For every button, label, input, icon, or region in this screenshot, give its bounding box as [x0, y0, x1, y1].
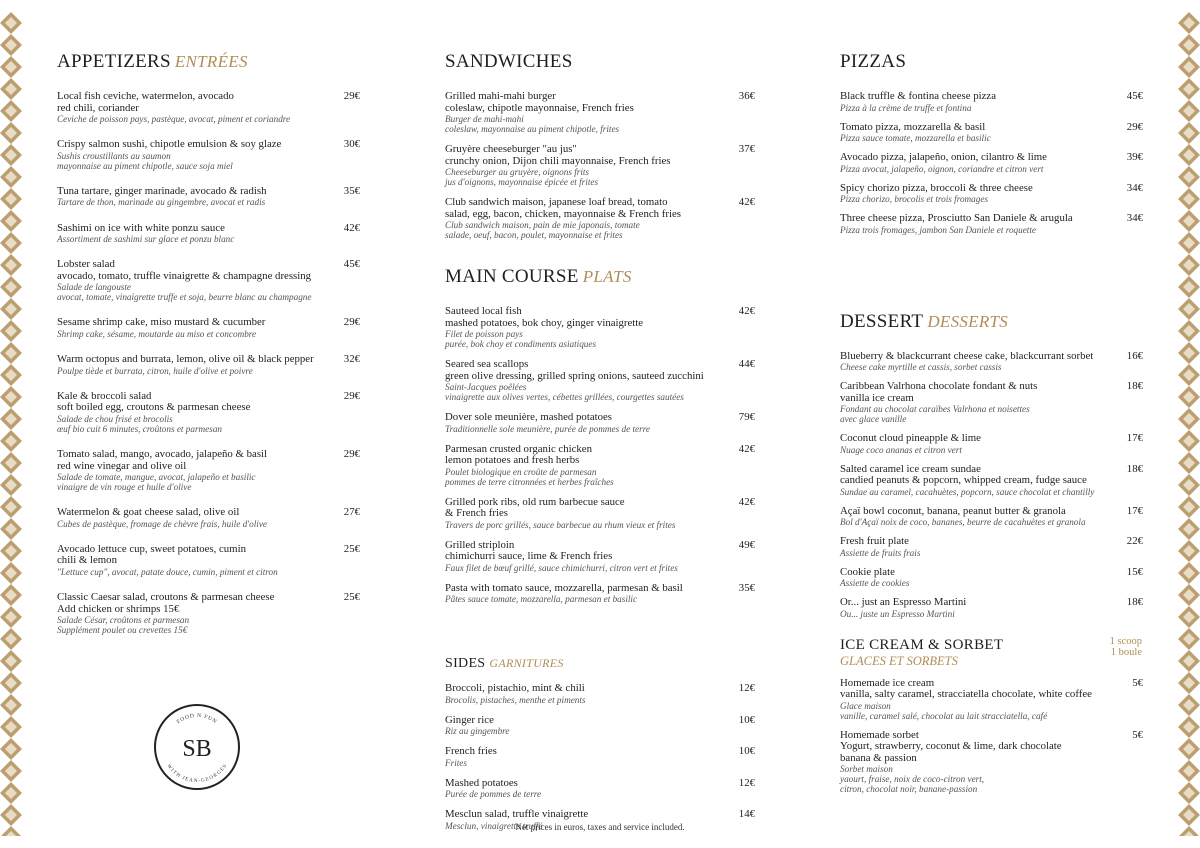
menu-item-price: 15€ [1126, 565, 1143, 578]
dessert-list [840, 351, 1143, 619]
menu-item-french: Salade de chou frisé et brocolis œuf bio cuit 6 minutes, croûtons et parmesan [57, 413, 223, 434]
menu-item-french: Bol d'Açaï noix de coco, bananes, beurre de cacahuètes et granola [840, 517, 1086, 527]
sides-list [445, 683, 755, 831]
menu-item [57, 259, 360, 302]
menu-item-description [57, 592, 330, 635]
menu-item-price: 29€ [1126, 120, 1143, 133]
menu-item-name: Watermelon & goat cheese salad, olive oil [57, 506, 240, 519]
menu-item-description [57, 507, 330, 529]
menu-item-french: Mesclun, vinaigrette truffé [445, 820, 543, 831]
menu-item-description [840, 678, 1113, 721]
menu-item [445, 306, 755, 349]
menu-item-french: Cubes de pastèque, fromage de chèvre frais, huile d'olive [57, 518, 267, 529]
menu-item-price: 39€ [1126, 151, 1143, 163]
menu-item-name: Sesame shrimp cake, miso mustard & cucumber [57, 316, 266, 329]
menu-item-description [840, 91, 1113, 113]
dessert-title: DESSERT DESSERTS [840, 310, 1009, 332]
menu-item [57, 91, 360, 124]
menu-item-french: Assiette de cookies [840, 578, 910, 588]
menu-item [445, 412, 755, 434]
menu-item [840, 351, 1143, 373]
menu-item-price: 10€ [738, 713, 755, 726]
ice-cream-list [840, 678, 1143, 795]
appetizers-title: APPETIZERS ENTRÉES [57, 51, 248, 72]
menu-item-description [445, 144, 725, 187]
menu-item-name: Parmesan crusted organic chicken lemon potatoes and fresh herbs [445, 442, 593, 466]
menu-item-french: Poulet biologique en croûte de parmesan pommes de terre citronnées et herbes fraîches [445, 466, 614, 487]
menu-item-price: 36€ [738, 90, 755, 102]
menu-item-french: Travers de porc grillés, sauce barbecue au rhum vieux et frites [445, 519, 676, 530]
menu-item [840, 122, 1143, 144]
menu-item-price: 12€ [738, 776, 755, 789]
menu-item-description [445, 91, 725, 134]
menu-item-description [445, 197, 725, 240]
menu-item-description [840, 536, 1113, 558]
menu-item-french: Assortiment de sashimi sur glace et ponzu blanc [57, 234, 235, 245]
menu-item-name: Pasta with tomato sauce, mozzarella, parmesan & basil [445, 581, 683, 594]
menu-item-french: Purée de pommes de terre [445, 789, 542, 799]
menu-item [57, 139, 360, 171]
menu-item-description [840, 381, 1113, 424]
ice-cream-title-fr: GLACES ET SORBETS [840, 653, 958, 668]
menu-item-french: Riz au gingembre [445, 726, 510, 736]
sides-title-fr: GARNITURES [489, 656, 564, 670]
menu-item-french: Cheeseburger au gruyère, oignons frits jus d'oignons, mayonnaise épicée et frites [445, 167, 599, 187]
menu-item [840, 91, 1143, 113]
menu-item-description [57, 259, 330, 302]
menu-item-description [840, 597, 1113, 619]
menu-item-description [840, 183, 1113, 205]
menu-item-name: Blueberry & blackcurrant cheese cake, blackcurrant sorbet [840, 349, 1094, 362]
main-course-title-fr: PLATS [582, 267, 632, 286]
menu-item-name: Black truffle & fontina cheese pizza [840, 90, 996, 102]
menu-item [840, 464, 1143, 497]
dessert-title-fr: DESSERTS [927, 311, 1009, 331]
menu-item-name: Avocado pizza, jalapeño, onion, cilantro & lime [840, 151, 1047, 163]
menu-item-description [445, 715, 725, 737]
logo-bottom-text: WITH JEAN-GEORGES [165, 763, 229, 785]
menu-item [840, 730, 1143, 795]
menu-item-name: Tomato salad, mango, avocado, jalapeño & basil red wine vinegar and olive oil [57, 448, 268, 472]
menu-item-name: Grilled pork ribs, old rum barbecue sauce & French fries [445, 495, 625, 519]
menu-item-price: 12€ [738, 682, 755, 694]
menu-item-name: Cookie plate [840, 565, 895, 578]
menu-item-price: 17€ [1126, 504, 1143, 517]
menu-item-description [840, 213, 1113, 235]
menu-item-price: 34€ [1126, 212, 1143, 224]
appetizers-column [57, 50, 360, 650]
menu-item-french: Ceviche de poisson pays, pastèque, avocat, piment et coriandre [57, 114, 291, 124]
menu-item-price: 42€ [738, 442, 755, 455]
menu-item-french: Salade de tomate, mangue, avocat, jalapeño et basilic vinaigre de vin rouge et huile d'olive [57, 472, 256, 492]
menu-item-price: 35€ [343, 184, 360, 197]
menu-item-name: Spicy chorizo pizza, broccoli & three cheese [840, 181, 1033, 194]
menu-item [57, 391, 360, 434]
menu-item-description [840, 351, 1113, 373]
menu-item-description [445, 683, 725, 705]
menu-item [840, 433, 1143, 455]
menu-item-name: Grilled mahi-mahi burger coleslaw, chipotle mayonnaise, French fries [445, 90, 634, 114]
menu-item-description [57, 354, 330, 376]
menu-item-name: Local fish ceviche, watermelon, avocado red chili, coriander [57, 90, 234, 114]
menu-item-description [57, 223, 330, 245]
middle-column [445, 50, 755, 841]
menu-item-name: Salted caramel ice cream sundae candied peanuts & popcorn, whipped cream, fudge sauce [840, 462, 1087, 486]
menu-item-name: Sashimi on ice with white ponzu sauce [57, 221, 225, 234]
sb-logo [153, 703, 241, 791]
menu-item-name: Açaï bowl coconut, banana, peanut butter & granola [840, 504, 1066, 517]
menu-item-price: 17€ [1126, 432, 1143, 444]
menu-item-price: 79€ [738, 411, 755, 423]
menu-item-price: 18€ [1126, 462, 1143, 475]
menu-item [445, 91, 755, 134]
menu-item-name: Homemade ice cream vanilla, salty caramel, stracciatella chocolate, white coffee [840, 676, 1092, 700]
menu-item [57, 186, 360, 208]
menu-item-price: 42€ [343, 221, 360, 234]
menu-item-french: Sundae au caramel, cacahuètes, popcorn, sauce chocolat et chantilly [840, 486, 1095, 497]
menu-item-french: Pizza avocat, jalapeño, oignon, coriandre et citron vert [840, 163, 1044, 174]
main-course-list [445, 306, 755, 604]
menu-item-price: 5€ [1132, 676, 1143, 689]
sandwiches-list [445, 91, 755, 240]
left-pattern-border [0, 12, 22, 836]
menu-item-french: Sorbet maison yaourt, fraise, noix de coco-citron vert, citron, chocolat noir, banane-passion [840, 764, 985, 794]
menu-item-price: 42€ [738, 305, 755, 317]
menu-item [445, 444, 755, 487]
menu-item-name: Warm octopus and burrata, lemon, olive oil & black pepper [57, 353, 314, 366]
menu-item-price: 45€ [1126, 90, 1143, 102]
menu-item-name: Coconut cloud pineapple & lime [840, 432, 981, 444]
menu-item-french: Cheese cake myrtille et cassis, sorbet cassis [840, 362, 1002, 372]
menu-item-french: Pizza sauce tomate, mozzarella et basilic [840, 133, 991, 143]
menu-item-french: Fondant au chocolat caraïbes Valrhona et noisettes avec glace vanille [840, 404, 1030, 424]
menu-item [57, 223, 360, 245]
menu-item [57, 449, 360, 492]
menu-item-price: 37€ [738, 143, 755, 155]
menu-item [840, 152, 1143, 174]
ice-cream-section [840, 636, 1143, 795]
menu-item-price: 18€ [1126, 380, 1143, 392]
menu-item-name: Kale & broccoli salad soft boiled egg, croutons & parmesan cheese [57, 389, 251, 414]
menu-item-french: Salade de langouste avocat, tomate, vinaigrette truffe et soja, beurre blanc au champagne [57, 282, 312, 303]
menu-item [57, 354, 360, 376]
menu-item [445, 715, 755, 737]
menu-item [445, 497, 755, 530]
menu-item-description [57, 186, 330, 208]
menu-item-name: Seared sea scallops green olive dressing, grilled spring onions, sauteed zucchini [445, 358, 704, 382]
pizzas-list [840, 91, 1143, 235]
menu-item-description [840, 506, 1113, 528]
menu-item [445, 683, 755, 705]
menu-item-french: Ou... juste un Espresso Martini [840, 608, 955, 619]
scoop-label: 1 scoop 1 boule [1109, 635, 1142, 658]
menu-item-description [840, 567, 1113, 589]
menu-item-price: 44€ [738, 358, 755, 370]
menu-item [445, 197, 755, 240]
menu-item-french: Pizza chorizo, brocolis et trois fromages [840, 194, 989, 204]
menu-item-description [445, 583, 725, 605]
menu-item-french: Sushis croustillants au saumon mayonnaise au piment chipotle, sauce soja miel [57, 150, 233, 171]
menu-item-name: Crispy salmon sushi, chipotle emulsion & soy glaze [57, 138, 282, 151]
menu-item-french: Brocolis, pistaches, menthe et piments [445, 694, 586, 705]
menu-item-french: Frites [445, 757, 467, 768]
menu-item-description [840, 122, 1113, 144]
menu-item-description [57, 449, 330, 492]
menu-item-price: 22€ [1126, 535, 1143, 547]
menu-item [445, 778, 755, 800]
menu-item-price: 14€ [738, 808, 755, 820]
menu-item-description [445, 497, 725, 530]
menu-item-price: 10€ [738, 745, 755, 757]
menu-item-french: Club sandwich maison, pain de mie japonais, tomate salade, oeuf, bacon, poulet, mayonnaise et frites [445, 220, 640, 240]
menu-item [445, 583, 755, 605]
menu-item-price: 16€ [1126, 349, 1143, 362]
menu-item-price: 32€ [343, 353, 360, 366]
appetizers-list [57, 91, 360, 635]
menu-item-description [840, 464, 1113, 497]
menu-item-french: Pizza trois fromages, jambon San Daniele et roquette [840, 224, 1036, 235]
menu-item-name: Club sandwich maison, japanese loaf bread, tomato salad, egg, bacon, chicken, mayonnaise & French fries [445, 196, 681, 220]
menu-item-description [445, 746, 725, 768]
menu-item-price: 49€ [738, 538, 755, 551]
logo-initials: SB [182, 736, 212, 762]
menu-item [840, 213, 1143, 235]
logo-top-text: FOOD N FUN [175, 712, 219, 726]
ice-cream-title: ICE CREAM & SORBET [840, 636, 1004, 653]
menu-item-name: Sauteed local fish mashed potatoes, bok choy, ginger vinaigrette [445, 305, 644, 329]
menu-item-name: Ginger rice [445, 713, 494, 726]
menu-item-name: Avocado lettuce cup, sweet potatoes, cumin chili & lemon [57, 542, 246, 567]
menu-item [57, 317, 360, 339]
menu-item-description [445, 540, 725, 573]
menu-item [840, 678, 1143, 721]
right-column [840, 50, 1143, 803]
menu-item-french: Faux filet de bœuf grillé, sauce chimichurri, citron vert et frites [445, 562, 678, 573]
menu-item-name: Three cheese pizza, Prosciutto San Daniele & arugula [840, 212, 1073, 224]
menu-item-price: 29€ [343, 389, 360, 402]
menu-item-name: Caribbean Valrhona chocolate fondant & nuts vanilla ice cream [840, 380, 1038, 404]
menu-item-french: Pâtes sauce tomate, mozzarella, parmesan et basilic [445, 594, 638, 604]
menu-item-name: Lobster salad avocado, tomato, truffle vinaigrette & champagne dressing [57, 258, 312, 282]
menu-item-price: 29€ [343, 316, 360, 329]
menu-item-name: French fries [445, 745, 497, 757]
menu-item-description [57, 139, 330, 171]
menu-item-description [840, 152, 1113, 174]
menu-item-price: 30€ [343, 138, 360, 151]
menu-item-description [57, 317, 330, 339]
menu-item-description [445, 412, 725, 434]
menu-item-name: Homemade sorbet Yogurt, strawberry, coconut & lime, dark chocolate banana & passion [840, 728, 1062, 764]
menu-item-name: Classic Caesar salad, croutons & parmesan cheese Add chicken or shrimps 15€ [57, 591, 275, 615]
menu-item [445, 144, 755, 187]
menu-item [840, 183, 1143, 205]
menu-item-french: Traditionnelle sole meunière, purée de pommes de terre [445, 423, 650, 434]
menu-item-price: 34€ [1126, 181, 1143, 194]
menu-item-french: "Lettuce cup", avocat, patate douce, cumin, piment et citron [57, 566, 278, 577]
menu-item-name: Tomato pizza, mozzarella & basil [840, 120, 986, 133]
appetizers-title-fr: ENTRÉES [174, 52, 248, 71]
main-course-title: MAIN COURSE PLATS [445, 266, 632, 287]
menu-item-french: Glace maison vanille, caramel salé, chocolat au lait stracciatella, café [840, 700, 1048, 721]
menu-item-name: Dover sole meunière, mashed potatoes [445, 411, 612, 423]
menu-item-name: Fresh fruit plate [840, 535, 909, 547]
menu-item-french: Burger de mahi-mahi coleslaw, mayonnaise au piment chipotle, frites [445, 114, 620, 134]
menu-item-price: 5€ [1132, 728, 1143, 741]
menu-item [57, 592, 360, 635]
menu-item [840, 597, 1143, 619]
menu-item-name: Or... just an Espresso Martini [840, 596, 967, 608]
menu-item [57, 507, 360, 529]
menu-item-french: Nuage coco ananas et citron vert [840, 444, 962, 455]
menu-item-description [445, 306, 725, 349]
menu-item [445, 540, 755, 573]
menu-item-french: Tartare de thon, marinade au gingembre, avocat et radis [57, 197, 266, 208]
menu-item-description [57, 391, 330, 434]
menu-item-price: 42€ [738, 495, 755, 508]
sides-title: SIDES GARNITURES [445, 656, 564, 671]
footer-note: Net prices in euros, taxes and service included. [515, 822, 685, 832]
menu-item [445, 746, 755, 768]
menu-item-description [840, 730, 1113, 795]
svg-text:FOOD N FUN [176, 713, 218, 725]
menu-item-french: Salade César, croûtons et parmesan Supplément poulet ou crevettes 15€ [57, 615, 190, 636]
menu-item-name: Gruyère cheeseburger "au jus" crunchy onion, Dijon chili mayonnaise, French fries [445, 143, 671, 167]
menu-item-price: 27€ [343, 506, 360, 519]
menu-item-french: Shrimp cake, sésame, moutarde au miso et concombre [57, 328, 257, 339]
menu-item [840, 506, 1143, 528]
menu-item-price: 25€ [343, 542, 360, 555]
menu-item-price: 25€ [343, 591, 360, 604]
menu-item-french: Poulpe tiède et burrata, citron, huile d'olive et poivre [57, 365, 253, 376]
menu-item [840, 381, 1143, 424]
menu-item-description [445, 778, 725, 800]
menu-item [840, 536, 1143, 558]
menu-item-price: 42€ [738, 196, 755, 208]
menu-item-name: Grilled striploin chimichurri sauce, lime & French fries [445, 538, 613, 562]
menu-item-price: 18€ [1126, 596, 1143, 608]
menu-item-price: 29€ [343, 448, 360, 460]
menu-item-french: Filet de poisson pays purée, bok choy et condiments asiatiques [445, 329, 597, 349]
menu-item-name: Mashed potatoes [445, 776, 518, 789]
menu-item-description [445, 359, 725, 402]
menu-item-description [57, 91, 330, 124]
menu-item-description [57, 544, 330, 577]
menu-item-description [840, 433, 1113, 455]
menu-item-price: 35€ [738, 581, 755, 594]
sandwiches-title: SANDWICHES [445, 51, 573, 72]
pizzas-title: PIZZAS [840, 51, 907, 72]
menu-item [445, 359, 755, 402]
svg-text:WITH JEAN-GEORGES [166, 764, 229, 784]
menu-item-name: Broccoli, pistachio, mint & chili [445, 682, 585, 694]
menu-item-price: 45€ [343, 258, 360, 271]
right-pattern-border [1178, 12, 1200, 836]
menu-item-name: Mesclun salad, truffle vinaigrette [445, 808, 589, 820]
menu-item-french: Pizza à la crème de truffe et fontina [840, 102, 972, 113]
menu-item-price: 29€ [343, 90, 360, 102]
menu-item-name: Tuna tartare, ginger marinade, avocado & radish [57, 184, 267, 197]
menu-item-french: Saint-Jacques poêlées vinaigrette aux olives vertes, cébettes grillées, courgettes sautées [445, 382, 684, 402]
menu-item [57, 544, 360, 577]
menu-item [840, 567, 1143, 589]
menu-item-description [445, 444, 725, 487]
menu-item-french: Assiette de fruits frais [840, 547, 921, 558]
